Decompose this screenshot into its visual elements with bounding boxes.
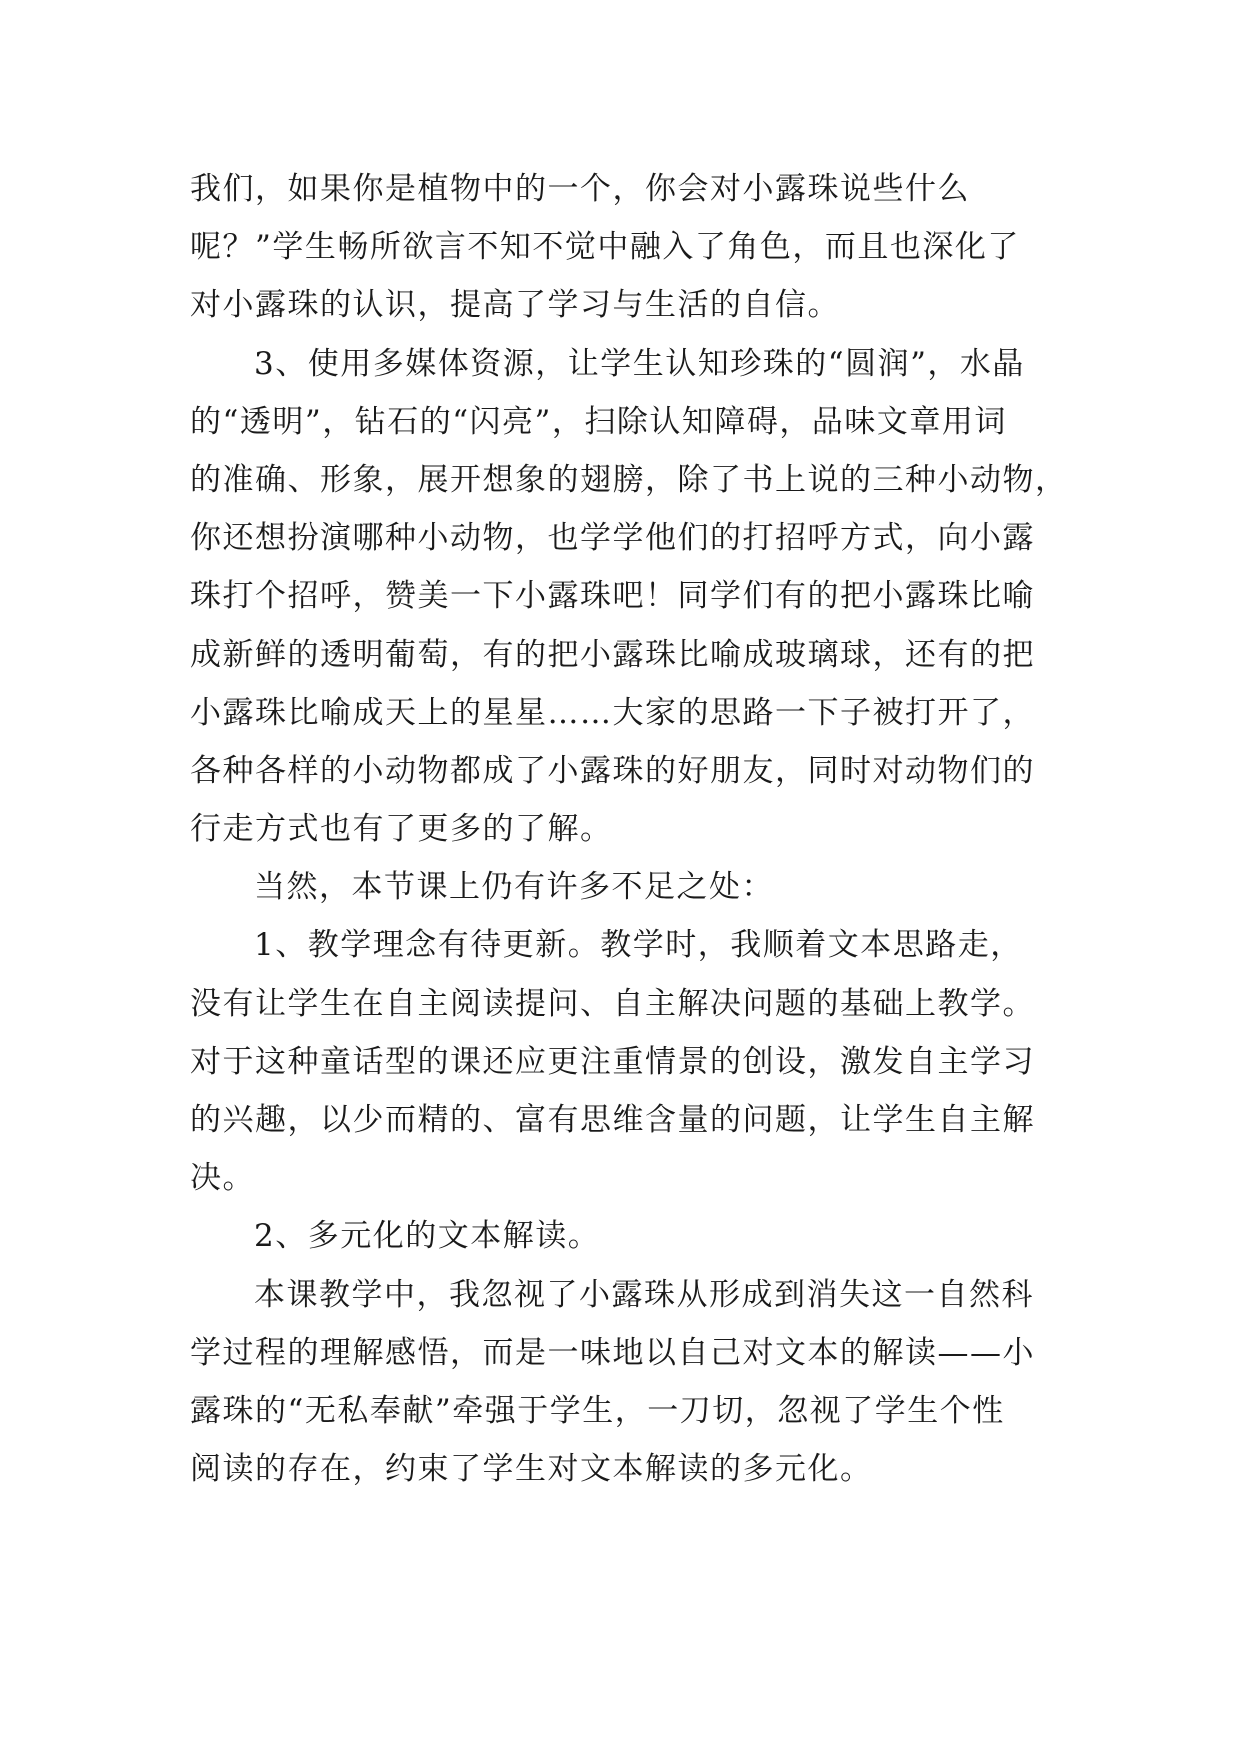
text-line: 你还想扮演哪种小动物，也学学他们的打招呼方式，向小露 bbox=[190, 520, 1035, 557]
text-line: 的兴趣，以少而精的、富有思维含量的问题，让学生自主解 bbox=[190, 1102, 1035, 1138]
text-line: 珠打个招呼，赞美一下小露珠吧！同学们有的把小露珠比喻 bbox=[190, 578, 1035, 615]
text-line: 对于这种童话型的课还应更注重情景的创设，激发自主学习 bbox=[190, 1043, 1035, 1080]
text-line: 2、多元化的文本解读。 bbox=[254, 1218, 601, 1255]
text-line: 各种各样的小动物都成了小露珠的好朋友，同时对动物们的 bbox=[190, 752, 1035, 789]
text-line: 露珠的“无私奉献”牵强于学生，一刀切，忽视了学生个性 bbox=[190, 1392, 1005, 1429]
text-line: 1、教学理念有待更新。教学时，我顺着文本思路走， bbox=[254, 927, 1023, 964]
text-line: 小露珠比喻成天上的星星……大家的思路一下子被打开了， bbox=[190, 694, 1035, 731]
text-line: 本课教学中，我忽视了小露珠从形成到消失这一自然科 bbox=[254, 1276, 1034, 1313]
text-line: 3、使用多媒体资源，让学生认知珍珠的“圆润”，水晶 bbox=[254, 345, 1025, 382]
text-line: 呢？”学生畅所欲言不知不觉中融入了角色，而且也深化了 bbox=[190, 229, 1020, 266]
text-line: 当然，本节课上仍有许多不足之处： bbox=[254, 869, 774, 906]
text-line: 学过程的理解感悟，而是一味地以自己对文本的解读——小 bbox=[190, 1334, 1035, 1371]
text-line: 决。 bbox=[190, 1160, 255, 1197]
document-body bbox=[190, 160, 1068, 1498]
text-line: 的准确、形象，展开想象的翅膀，除了书上说的三种小动物， bbox=[190, 461, 1068, 498]
text-line: 我们，如果你是植物中的一个，你会对小露珠说些什么 bbox=[190, 171, 970, 207]
text-line: 成新鲜的透明葡萄，有的把小露珠比喻成玻璃球，还有的把 bbox=[190, 636, 1035, 673]
text-line: 对小露珠的认识，提高了学习与生活的自信。 bbox=[190, 287, 840, 324]
text-line: 阅读的存在，约束了学生对文本解读的多元化。 bbox=[190, 1451, 873, 1488]
text-line: 的“透明”，钻石的“闪亮”，扫除认知障碍，品味文章用词 bbox=[190, 403, 1007, 440]
text-line: 行走方式也有了更多的了解。 bbox=[190, 811, 613, 848]
text-line: 没有让学生在自主阅读提问、自主解决问题的基础上教学。 bbox=[190, 985, 1035, 1022]
